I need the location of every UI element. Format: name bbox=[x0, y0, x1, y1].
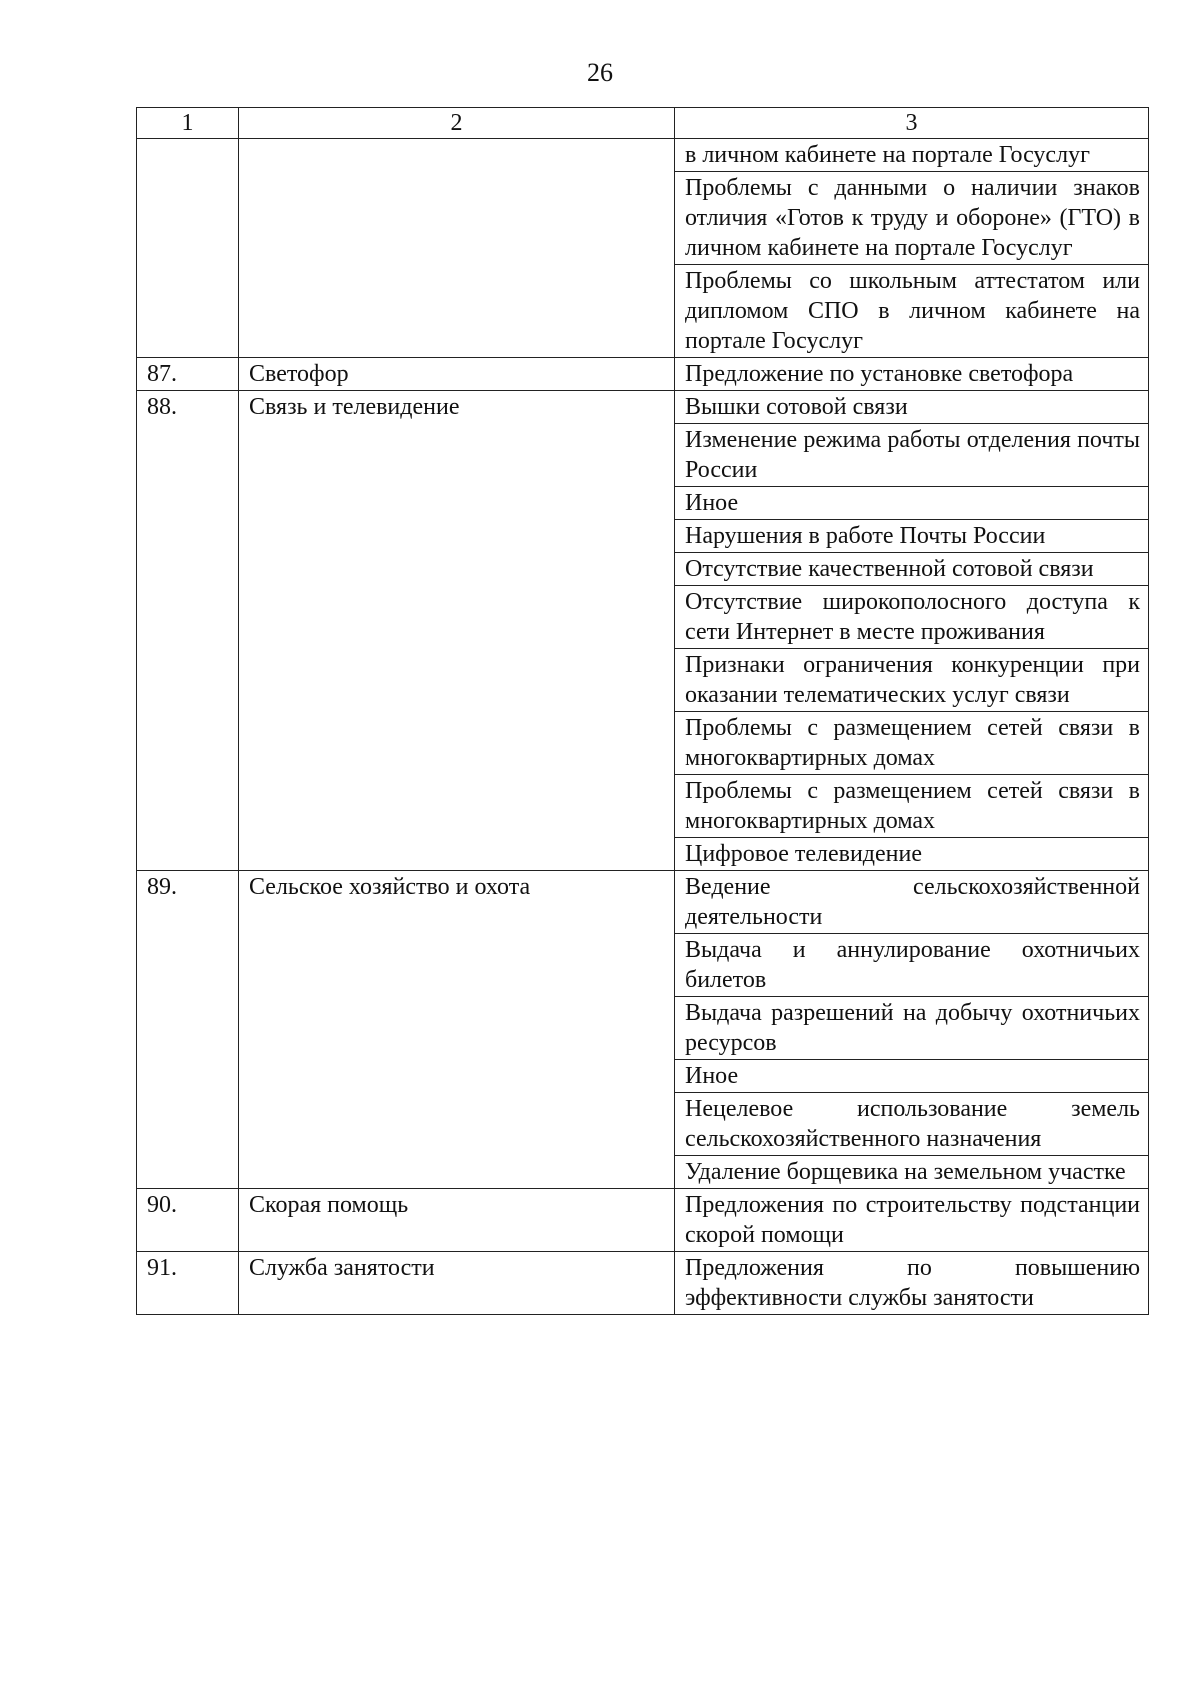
row-number bbox=[137, 139, 239, 358]
row-number: 90. bbox=[137, 1189, 239, 1252]
subtopic-cell: Отсутствие широкополосного доступа к сети Интернет в месте проживания bbox=[675, 586, 1149, 649]
subtopic-cell: Проблемы со школьным аттестатом или дипломом СПО в личном кабинете на портале Госуслуг bbox=[675, 265, 1149, 358]
classifier-table bbox=[136, 107, 1149, 1315]
category-name: Скорая помощь bbox=[239, 1189, 675, 1252]
category-name bbox=[239, 139, 675, 358]
subtopic-cell: Предложения по повышению эффективности службы занятости bbox=[675, 1252, 1149, 1315]
subtopic-cell: Проблемы с размещением сетей связи в многоквартирных домах bbox=[675, 775, 1149, 838]
row-number: 87. bbox=[137, 358, 239, 391]
header-col-2: 2 bbox=[239, 108, 675, 139]
subtopic-cell: Иное bbox=[675, 1060, 1149, 1093]
table-header bbox=[137, 108, 1149, 139]
subtopic-cell: Отсутствие качественной сотовой связи bbox=[675, 553, 1149, 586]
subtopic-cell: Выдача и аннулирование охотничьих билетов bbox=[675, 934, 1149, 997]
subtopic-cell: в личном кабинете на портале Госуслуг bbox=[675, 139, 1149, 172]
table-row bbox=[137, 871, 1149, 934]
subtopic-cell: Удаление борщевика на земельном участке bbox=[675, 1156, 1149, 1189]
subtopic-cell: Признаки ограничения конкуренции при оказании телематических услуг связи bbox=[675, 649, 1149, 712]
table-row bbox=[137, 391, 1149, 424]
page-number: 26 bbox=[587, 58, 613, 87]
table-row bbox=[137, 139, 1149, 172]
category-name: Служба занятости bbox=[239, 1252, 675, 1315]
row-number: 89. bbox=[137, 871, 239, 1189]
subtopic-cell: Изменение режима работы отделения почты России bbox=[675, 424, 1149, 487]
subtopic-cell: Проблемы с данными о наличии знаков отличия «Готов к труду и обороне» (ГТО) в личном кабинете на портале Госуслуг bbox=[675, 172, 1149, 265]
table-body bbox=[137, 139, 1149, 1315]
row-number: 88. bbox=[137, 391, 239, 871]
category-name: Светофор bbox=[239, 358, 675, 391]
subtopic-cell: Проблемы с размещением сетей связи в многоквартирных домах bbox=[675, 712, 1149, 775]
category-name: Связь и телевидение bbox=[239, 391, 675, 871]
table-row bbox=[137, 358, 1149, 391]
table-row bbox=[137, 1252, 1149, 1315]
header-row bbox=[137, 108, 1149, 139]
table-row bbox=[137, 1189, 1149, 1252]
subtopic-cell: Предложения по строительству подстанции скорой помощи bbox=[675, 1189, 1149, 1252]
subtopic-cell: Нарушения в работе Почты России bbox=[675, 520, 1149, 553]
subtopic-cell: Ведение сельскохозяйственной деятельности bbox=[675, 871, 1149, 934]
header-col-3: 3 bbox=[675, 108, 1149, 139]
subtopic-cell: Цифровое телевидение bbox=[675, 838, 1149, 871]
subtopic-cell: Выдача разрешений на добычу охотничьих ресурсов bbox=[675, 997, 1149, 1060]
subtopic-cell: Иное bbox=[675, 487, 1149, 520]
subtopic-cell: Предложение по установке светофора bbox=[675, 358, 1149, 391]
subtopic-cell: Вышки сотовой связи bbox=[675, 391, 1149, 424]
subtopic-cell: Нецелевое использование земель сельскохозяйственного назначения bbox=[675, 1093, 1149, 1156]
row-number: 91. bbox=[137, 1252, 239, 1315]
category-name: Сельское хозяйство и охота bbox=[239, 871, 675, 1189]
header-col-1: 1 bbox=[137, 108, 239, 139]
